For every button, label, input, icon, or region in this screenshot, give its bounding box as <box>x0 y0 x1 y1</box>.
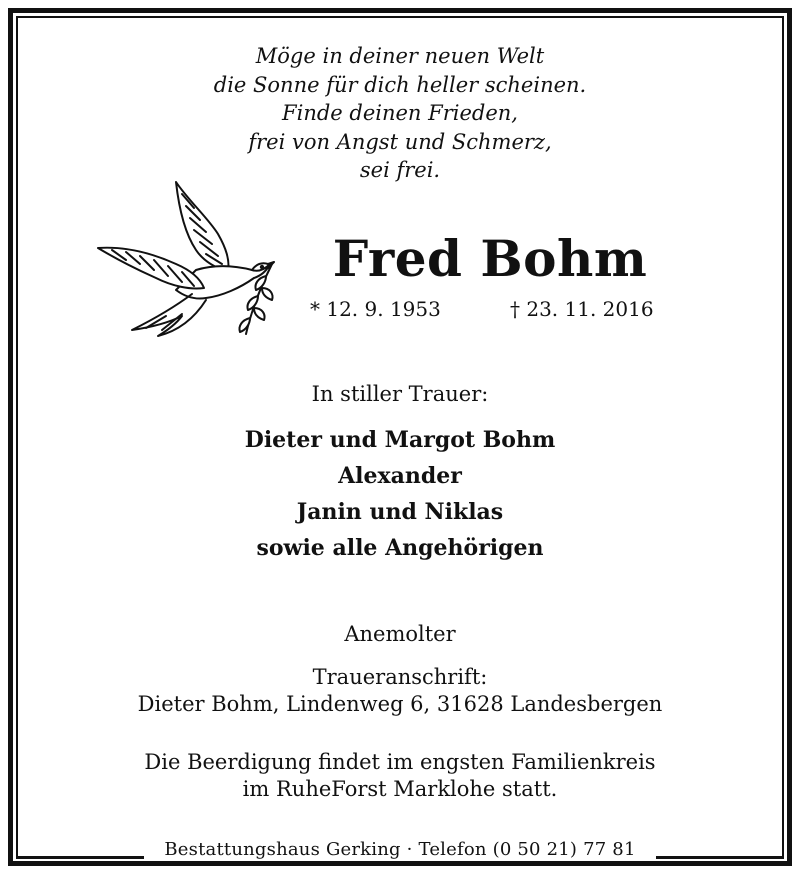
deceased-name: Fred Bohm <box>332 229 648 288</box>
poem-line: Finde deinen Frieden, <box>282 101 518 125</box>
poem-line: Möge in deiner neuen Welt <box>255 44 545 68</box>
mourner-name: sowie alle Angehörigen <box>256 535 544 561</box>
mourning-address <box>0 664 800 718</box>
mourner-name: Janin und Niklas <box>296 499 504 525</box>
mourning-intro: In stiller Trauer: <box>311 382 489 406</box>
address-label: Traueranschrift: <box>312 665 488 689</box>
funeral-line: im RuheForst Marklohe statt. <box>242 777 558 801</box>
funeral-note <box>0 749 800 803</box>
mourner-name: Alexander <box>338 463 462 489</box>
place-name: Anemolter <box>344 622 456 646</box>
address-value: Dieter Bohm, Lindenweg 6, 31628 Landesbergen <box>137 692 663 716</box>
memorial-poem <box>0 42 800 185</box>
dove-with-olive-branch-icon <box>96 178 276 340</box>
funeral-line: Die Beerdigung findet im engsten Familienkreis <box>144 750 656 774</box>
poem-line: die Sonne für dich heller scheinen. <box>213 72 587 97</box>
death-date: † 23. 11. 2016 <box>510 297 654 321</box>
birth-date: * 12. 9. 1953 <box>310 297 441 321</box>
poem-line: sei frei. <box>359 158 441 182</box>
mourners-list <box>0 422 800 566</box>
poem-line: frei von Angst und Schmerz, <box>248 129 552 154</box>
mourner-name: Dieter und Margot Bohm <box>244 427 556 453</box>
funeral-home-footer: Bestattungshaus Gerking · Telefon (0 50 21) 77 81 <box>164 839 636 860</box>
